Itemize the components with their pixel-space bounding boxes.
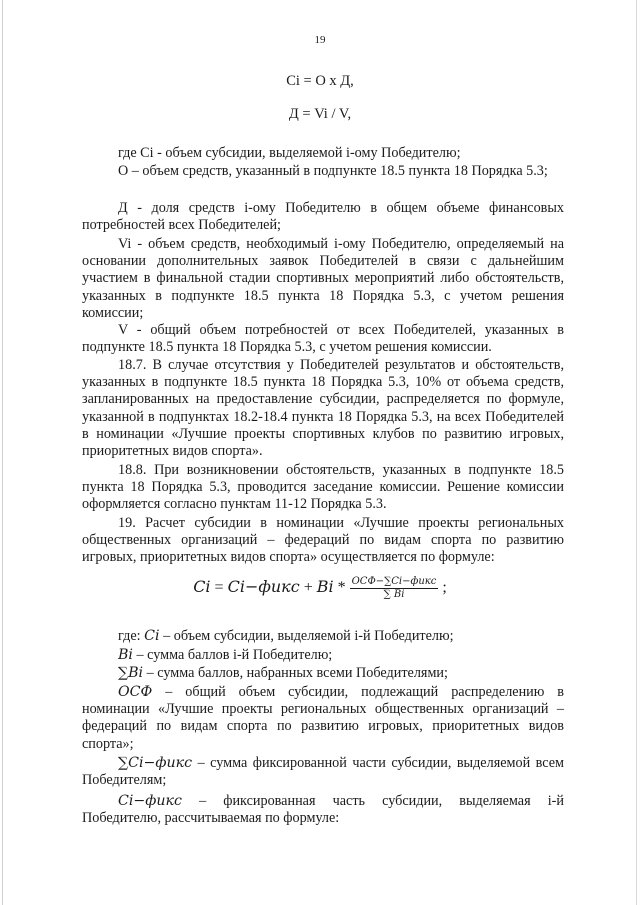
formula-denominator: ∑ Bi <box>383 589 405 600</box>
main-formula <box>0 576 640 601</box>
def-sum-cf-symbol: ∑Ci−фикс <box>118 755 193 771</box>
def-cf-text: – фиксированная часть субсидии, выделяемая i-й Победителю, рассчитываемая по формуле: <box>82 793 564 827</box>
def-ci: где Ci - объем субсидии, выделяемой i-ому Победителю; <box>118 145 461 161</box>
page-number: 19 <box>314 34 326 46</box>
formula-eq: = <box>214 579 224 597</box>
def-bi-text: – сумма баллов i-й Победителю; <box>136 647 333 663</box>
formula-numerator: ОСФ−∑Ci−фикс <box>351 576 437 587</box>
def-cf <box>82 793 564 827</box>
def-v: V - общий объем потребностей от всех Победителей, указанных в подпункте 18.5 пункта 18 Порядка 5.3, с учетом решения комиссии. <box>82 322 564 356</box>
formula-d: Д = Vi / V, <box>288 106 352 122</box>
def-ci-prefix: где: <box>118 628 141 644</box>
formula-term1: Ci−фикс <box>227 577 300 597</box>
def-bi-symbol: Bi <box>118 647 133 663</box>
def-sum-bi-symbol: ∑Bi <box>118 665 144 681</box>
formula-term2: Bi <box>316 577 334 597</box>
para-18-8: 18.8. При возникновении обстоятельств, указанных в подпункте 18.5 пункта 18 Порядка 5.3, проводится заседание комиссии. Решение комиссии оформляется согласно пунктам 11-12 Порядка 5.3. <box>82 462 564 513</box>
para-18-7: 18.7. В случае отсутствия у Победителей результатов и обстоятельств, указанных в подпункте 18.5 пункта 18 Порядка 5.3, 10% от объема средств, запланированных на предоставление субсидии, распределяется по формуле, указанной в подпунктах 18.2-18.4 пункта 18 Порядка 5.3, на всех Победителей в номинации «Лучшие проекты спортивных клубов по развитию игровых, приоритетных видов спорта». <box>82 357 564 460</box>
formula-lhs: Ci <box>193 577 211 597</box>
def-bi <box>82 647 564 664</box>
def-d: Д - доля средств i-ому Победителю в общем объеме финансовых потребностей всех Победителей; <box>82 200 564 234</box>
def-ci-symbol: Ci <box>144 628 160 644</box>
formula-times: * <box>337 579 346 597</box>
def-ci-main <box>82 628 564 645</box>
def-osf-symbol: ОСФ <box>118 684 153 700</box>
def-osf-text: – общий объем субсидии, подлежащий распределению в номинации «Лучшие проекты региональных общественных организаций – федераций по видам спорта по развитию игровых, приоритетных видов спорта»; <box>82 684 564 752</box>
def-osf <box>82 684 564 753</box>
def-o: О – объем средств, указанный в подпункте 18.5 пункта 18 Порядка 5.3; <box>118 163 548 179</box>
def-sum-bi-text: – сумма баллов, набранных всеми Победителями; <box>146 665 448 681</box>
def-sum-bi <box>82 665 564 682</box>
def-sum-cf <box>82 755 564 789</box>
formula-ci: Ci = О х Д, <box>286 73 354 89</box>
scan-edge-left <box>2 0 3 905</box>
formula-end: ; <box>442 579 447 597</box>
def-vi: Vi - объем средств, необходимый i-ому Победителю, определяемый на основании дополнительных заявок Победителей в связи с дальнейшим участием в финальной стадии спортивных мероприятий либо обстоятельств, указанных в подпункте 18.5 пункта 18 Порядка 5.3, с учетом решения комиссии; <box>82 236 564 321</box>
formula-fraction <box>350 576 439 601</box>
def-sum-cf-text: – сумма фиксированной части субсидии, выделяемой всем Победителям; <box>82 755 565 789</box>
para-19: 19. Расчет субсидии в номинации «Лучшие проекты региональных общественных организаций – федераций по видам спорта по развитию игровых, приоритетных видов спорта» осуществляется по формуле: <box>82 515 564 566</box>
formula-plus: + <box>303 579 313 597</box>
scan-edge-right <box>636 0 637 905</box>
def-ci-text: – объем субсидии, выделяемой i-й Победителю; <box>163 628 454 644</box>
def-cf-symbol: Ci−фикс <box>118 793 182 809</box>
